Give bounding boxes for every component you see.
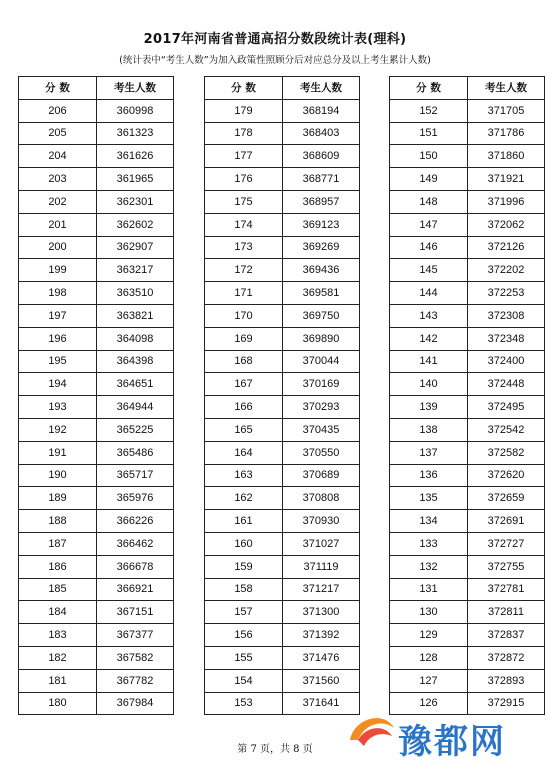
table-row [390, 532, 545, 555]
count-cell: 370044 [283, 350, 360, 373]
table-row [390, 624, 545, 647]
count-cell: 371705 [468, 99, 545, 122]
count-cell: 369750 [283, 304, 360, 327]
score-cell: 173 [205, 236, 283, 259]
table-row [19, 282, 174, 305]
table-header-row [390, 77, 545, 100]
table-row [390, 441, 545, 464]
count-cell: 372582 [468, 441, 545, 464]
count-cell: 364098 [97, 327, 174, 350]
table-row [19, 145, 174, 168]
score-cell: 129 [390, 624, 468, 647]
table-row [19, 213, 174, 236]
count-cell: 372893 [468, 669, 545, 692]
table-row [205, 99, 360, 122]
count-cell: 372348 [468, 327, 545, 350]
count-cell: 368194 [283, 99, 360, 122]
count-cell: 370689 [283, 464, 360, 487]
count-cell: 370550 [283, 441, 360, 464]
score-cell: 162 [205, 487, 283, 510]
count-cell: 363821 [97, 304, 174, 327]
table-row [390, 282, 545, 305]
score-cell: 165 [205, 418, 283, 441]
count-cell: 367151 [97, 601, 174, 624]
table-row [205, 350, 360, 373]
count-cell: 371560 [283, 669, 360, 692]
score-cell: 151 [390, 122, 468, 145]
count-cell: 368609 [283, 145, 360, 168]
count-cell: 371217 [283, 578, 360, 601]
score-cell: 169 [205, 327, 283, 350]
score-cell: 137 [390, 441, 468, 464]
count-cell: 372872 [468, 646, 545, 669]
table-row [390, 601, 545, 624]
score-cell: 186 [19, 555, 97, 578]
score-cell: 194 [19, 373, 97, 396]
count-cell: 362907 [97, 236, 174, 259]
score-cell: 135 [390, 487, 468, 510]
score-cell: 192 [19, 418, 97, 441]
score-cell: 166 [205, 396, 283, 419]
watermark-logo-icon [344, 706, 400, 762]
count-cell: 371300 [283, 601, 360, 624]
score-cell: 154 [205, 669, 283, 692]
score-cell: 126 [390, 692, 468, 715]
score-cell: 139 [390, 396, 468, 419]
count-cell: 371860 [468, 145, 545, 168]
table-row [19, 487, 174, 510]
count-cell: 361323 [97, 122, 174, 145]
score-cell: 130 [390, 601, 468, 624]
count-cell: 364944 [97, 396, 174, 419]
table-row [19, 601, 174, 624]
count-cell: 366462 [97, 532, 174, 555]
score-cell: 206 [19, 99, 97, 122]
table-row [205, 646, 360, 669]
score-cell: 155 [205, 646, 283, 669]
score-cell: 175 [205, 190, 283, 213]
score-cell: 133 [390, 532, 468, 555]
count-cell: 366226 [97, 510, 174, 533]
score-cell: 195 [19, 350, 97, 373]
table-row [390, 213, 545, 236]
table-row [390, 145, 545, 168]
count-cell: 366921 [97, 578, 174, 601]
score-cell: 203 [19, 168, 97, 191]
count-cell: 372620 [468, 464, 545, 487]
table-row [19, 236, 174, 259]
table-row [390, 396, 545, 419]
count-cell: 365976 [97, 487, 174, 510]
count-cell: 361965 [97, 168, 174, 191]
table-row [205, 396, 360, 419]
score-cell: 157 [205, 601, 283, 624]
table-row [19, 510, 174, 533]
count-column-header: 考生人数 [97, 77, 174, 100]
score-cell: 197 [19, 304, 97, 327]
table-row [205, 236, 360, 259]
table-row [19, 578, 174, 601]
count-column-header: 考生人数 [283, 77, 360, 100]
score-cell: 168 [205, 350, 283, 373]
score-cell: 152 [390, 99, 468, 122]
table-row [390, 122, 545, 145]
count-cell: 367582 [97, 646, 174, 669]
table-row [19, 259, 174, 282]
score-cell: 147 [390, 213, 468, 236]
score-cell: 205 [19, 122, 97, 145]
score-cell: 189 [19, 487, 97, 510]
score-column-header: 分 数 [19, 77, 97, 100]
count-cell: 369890 [283, 327, 360, 350]
table-row [390, 510, 545, 533]
score-cell: 131 [390, 578, 468, 601]
table-row [19, 646, 174, 669]
count-cell: 366678 [97, 555, 174, 578]
table-row [390, 487, 545, 510]
count-cell: 370435 [283, 418, 360, 441]
count-cell: 371996 [468, 190, 545, 213]
count-cell: 365225 [97, 418, 174, 441]
table-row [205, 555, 360, 578]
score-cell: 193 [19, 396, 97, 419]
count-cell: 372659 [468, 487, 545, 510]
table-row [19, 122, 174, 145]
count-cell: 372253 [468, 282, 545, 305]
count-cell: 372202 [468, 259, 545, 282]
count-cell: 372495 [468, 396, 545, 419]
site-watermark [344, 706, 544, 766]
count-cell: 367377 [97, 624, 174, 647]
table-row [205, 464, 360, 487]
count-cell: 372727 [468, 532, 545, 555]
score-cell: 177 [205, 145, 283, 168]
count-cell: 372308 [468, 304, 545, 327]
table-row [19, 304, 174, 327]
count-cell: 367984 [97, 692, 174, 715]
table-row [19, 327, 174, 350]
table-note: (统计表中“考生人数”为加入政策性照顾分后对应总分及以上考生累计人数) [119, 55, 431, 66]
score-cell: 187 [19, 532, 97, 555]
table-row [390, 578, 545, 601]
count-cell: 370808 [283, 487, 360, 510]
count-cell: 371476 [283, 646, 360, 669]
score-cell: 181 [19, 669, 97, 692]
score-cell: 153 [205, 692, 283, 715]
score-cell: 200 [19, 236, 97, 259]
score-cell: 202 [19, 190, 97, 213]
table-row [205, 418, 360, 441]
table-row [205, 487, 360, 510]
page-title: 2017年河南省普通高招分数段统计表(理科) [143, 32, 407, 47]
table-row [19, 669, 174, 692]
score-cell: 127 [390, 669, 468, 692]
count-cell: 370293 [283, 396, 360, 419]
score-cell: 196 [19, 327, 97, 350]
score-cell: 141 [390, 350, 468, 373]
count-cell: 364398 [97, 350, 174, 373]
score-cell: 128 [390, 646, 468, 669]
table-row [19, 464, 174, 487]
score-cell: 159 [205, 555, 283, 578]
table-row [390, 259, 545, 282]
count-cell: 372448 [468, 373, 545, 396]
table-row [390, 236, 545, 259]
table-row [205, 532, 360, 555]
score-cell: 176 [205, 168, 283, 191]
table-row [205, 282, 360, 305]
count-cell: 369123 [283, 213, 360, 236]
table-row [205, 327, 360, 350]
table-row [19, 168, 174, 191]
page-footer: 第 7 页，共 8 页 [237, 744, 313, 755]
score-cell: 191 [19, 441, 97, 464]
score-cell: 136 [390, 464, 468, 487]
score-cell: 167 [205, 373, 283, 396]
watermark-text: 豫都网 [398, 722, 506, 762]
table-row [390, 304, 545, 327]
count-cell: 371119 [283, 555, 360, 578]
table-row [390, 99, 545, 122]
count-cell: 369269 [283, 236, 360, 259]
score-cell: 183 [19, 624, 97, 647]
score-cell: 145 [390, 259, 468, 282]
table-row [205, 259, 360, 282]
table-row [205, 122, 360, 145]
table-row [19, 418, 174, 441]
count-cell: 363217 [97, 259, 174, 282]
score-cell: 132 [390, 555, 468, 578]
count-cell: 372915 [468, 692, 545, 715]
table-row [205, 669, 360, 692]
count-cell: 372062 [468, 213, 545, 236]
count-cell: 372542 [468, 418, 545, 441]
table-row [205, 624, 360, 647]
score-cell: 144 [390, 282, 468, 305]
score-cell: 174 [205, 213, 283, 236]
score-cell: 170 [205, 304, 283, 327]
table-row [19, 99, 174, 122]
count-cell: 365717 [97, 464, 174, 487]
score-cell: 199 [19, 259, 97, 282]
count-cell: 367782 [97, 669, 174, 692]
table-row [205, 578, 360, 601]
table-row [19, 555, 174, 578]
score-table-1 [18, 76, 174, 715]
score-cell: 142 [390, 327, 468, 350]
count-cell: 368403 [283, 122, 360, 145]
table-row [19, 441, 174, 464]
score-cell: 160 [205, 532, 283, 555]
score-column-header: 分 数 [390, 77, 468, 100]
score-cell: 178 [205, 122, 283, 145]
table-row [390, 464, 545, 487]
count-cell: 369436 [283, 259, 360, 282]
score-cell: 198 [19, 282, 97, 305]
count-cell: 370930 [283, 510, 360, 533]
count-cell: 361626 [97, 145, 174, 168]
score-cell: 150 [390, 145, 468, 168]
score-cell: 143 [390, 304, 468, 327]
score-cell: 171 [205, 282, 283, 305]
count-column-header: 考生人数 [468, 77, 545, 100]
count-cell: 362602 [97, 213, 174, 236]
count-cell: 371786 [468, 122, 545, 145]
table-row [390, 555, 545, 578]
table-row [390, 373, 545, 396]
table-row [205, 601, 360, 624]
count-cell: 370169 [283, 373, 360, 396]
score-column-header: 分 数 [205, 77, 283, 100]
score-table-3 [389, 76, 545, 715]
count-cell: 369581 [283, 282, 360, 305]
score-cell: 140 [390, 373, 468, 396]
table-row [205, 304, 360, 327]
table-row [390, 327, 545, 350]
score-cell: 148 [390, 190, 468, 213]
count-cell: 372400 [468, 350, 545, 373]
table-row [205, 441, 360, 464]
count-cell: 363510 [97, 282, 174, 305]
score-cell: 138 [390, 418, 468, 441]
table-row [19, 624, 174, 647]
table-row [205, 168, 360, 191]
table-row [390, 350, 545, 373]
table-row [205, 510, 360, 533]
score-cell: 204 [19, 145, 97, 168]
count-cell: 371921 [468, 168, 545, 191]
table-header-row [205, 77, 360, 100]
table-row [19, 190, 174, 213]
table-row [390, 669, 545, 692]
table-row [390, 418, 545, 441]
score-cell: 164 [205, 441, 283, 464]
table-row [19, 396, 174, 419]
table-row [205, 213, 360, 236]
count-cell: 360998 [97, 99, 174, 122]
score-cell: 134 [390, 510, 468, 533]
table-row [19, 350, 174, 373]
count-cell: 372811 [468, 601, 545, 624]
table-row [19, 373, 174, 396]
count-cell: 371027 [283, 532, 360, 555]
table-row [390, 190, 545, 213]
score-cell: 161 [205, 510, 283, 533]
count-cell: 365486 [97, 441, 174, 464]
table-header-row [19, 77, 174, 100]
score-cell: 182 [19, 646, 97, 669]
count-cell: 371392 [283, 624, 360, 647]
count-cell: 368957 [283, 190, 360, 213]
count-cell: 372781 [468, 578, 545, 601]
score-cell: 146 [390, 236, 468, 259]
table-row [205, 692, 360, 715]
score-cell: 179 [205, 99, 283, 122]
count-cell: 364651 [97, 373, 174, 396]
score-cell: 172 [205, 259, 283, 282]
table-row [205, 373, 360, 396]
table-row [390, 646, 545, 669]
score-cell: 190 [19, 464, 97, 487]
score-cell: 149 [390, 168, 468, 191]
table-row [19, 532, 174, 555]
score-cell: 184 [19, 601, 97, 624]
score-table-2 [204, 76, 360, 715]
score-cell: 180 [19, 692, 97, 715]
count-cell: 371641 [283, 692, 360, 715]
table-row [205, 190, 360, 213]
score-cell: 156 [205, 624, 283, 647]
count-cell: 362301 [97, 190, 174, 213]
table-row [390, 168, 545, 191]
count-cell: 372837 [468, 624, 545, 647]
score-cell: 201 [19, 213, 97, 236]
score-cell: 185 [19, 578, 97, 601]
score-cell: 188 [19, 510, 97, 533]
count-cell: 372691 [468, 510, 545, 533]
score-cell: 163 [205, 464, 283, 487]
count-cell: 372755 [468, 555, 545, 578]
score-cell: 158 [205, 578, 283, 601]
table-row [205, 145, 360, 168]
count-cell: 368771 [283, 168, 360, 191]
table-row [19, 692, 174, 715]
count-cell: 372126 [468, 236, 545, 259]
